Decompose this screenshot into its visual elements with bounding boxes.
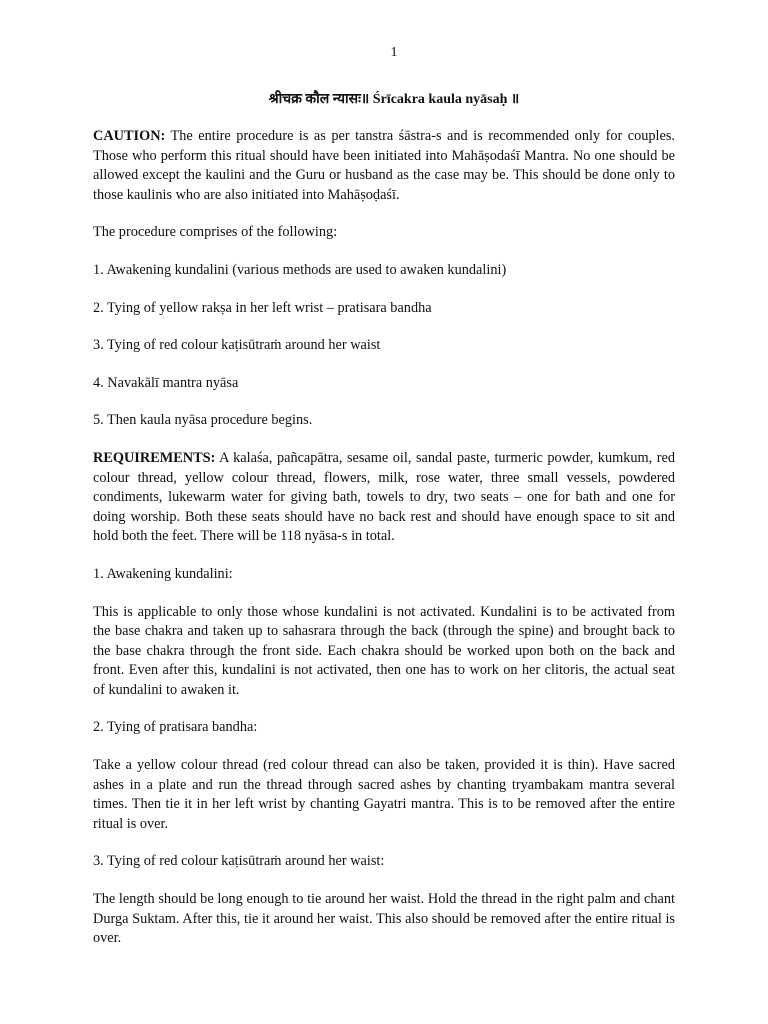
section-body-pratisara: Take a yellow colour thread (red colour thread can also be taken, provided it is thin). Have sacred ashes in a plate and run the thread through sacred ashes by chanting tryambakam mantra several times. Then tie it in her left wrist by chanting Gayatri mantra. This is to be removed after the entire ritual is over.	[93, 757, 675, 832]
caution-label: CAUTION:	[93, 128, 166, 144]
page-number: 1	[390, 45, 398, 60]
caution-paragraph	[93, 127, 675, 205]
step-item: 5. Then kaula nyāsa procedure begins.	[93, 412, 313, 429]
step-item: 2. Tying of yellow rakṣa in her left wrist – pratisara bandha	[93, 299, 432, 316]
section-body-awakening: This is applicable to only those whose kundalini is not activated. Kundalini is to be activated from the base chakra and taken up to sahasrara through the back (through the spine) and brought back to the base chakra through the front side. Each chakra should be worked upon both on the back and front. Even after this, kundalini is not activated, then one has to work on her clitoris, the actual seat of kundalini to awaken it.	[93, 603, 675, 698]
section-heading-awakening: 1. Awakening kundalini:	[93, 565, 233, 582]
requirements-text: A kalaśa, pañcapātra, sesame oil, sandal paste, turmeric powder, kumkum, red colour thread, yellow colour thread, flowers, milk, rose water, three small vessels, powdered condiments, lukewarm water for giving bath, towels to dry, two seats – one for bath and one for doing worship. Both these seats should have no back rest and should have enough space to sit and hold both the feet. There will be 118 nyāsa-s in total.	[93, 449, 675, 545]
step-item: 4. Navakālī mantra nyāsa	[93, 374, 239, 391]
procedure-intro: The procedure comprises of the following:	[93, 224, 338, 241]
document-title: श्रीचक्र कौल न्यासः॥ Śrīcakra kaula nyāsaḥ ॥	[268, 92, 520, 107]
section-heading-katisutram: 3. Tying of red colour kaṭisūtraṁ around her waist:	[93, 853, 385, 870]
section-body-katisutram: The length should be long enough to tie around her waist. Hold the thread in the right palm and chant Durga Suktam. After this, tie it around her waist. This also should be removed after the entire ritual is over.	[93, 891, 675, 947]
requirements-label: REQUIREMENTS:	[93, 449, 216, 466]
step-item: 3. Tying of red colour kaṭisūtraṁ around her waist	[93, 337, 381, 354]
caution-text: The entire procedure is as per tanstra śāstra-s and is recommended only for couples. Those who perform this ritual should have been initiated into Mahāṣodaśī Mantra. No one should be allowed except the kaulini and the Guru or husband as the case may be. This should be done only to those kaulinis who are also initiated into Mahāṣoḍaśī.	[93, 128, 675, 203]
step-item: 1. Awakening kundalini (various methods are used to awaken kundalini)	[93, 261, 507, 278]
section-heading-pratisara: 2. Tying of pratisara bandha:	[93, 719, 258, 736]
requirements-paragraph	[93, 449, 675, 547]
document-page	[93, 44, 675, 967]
